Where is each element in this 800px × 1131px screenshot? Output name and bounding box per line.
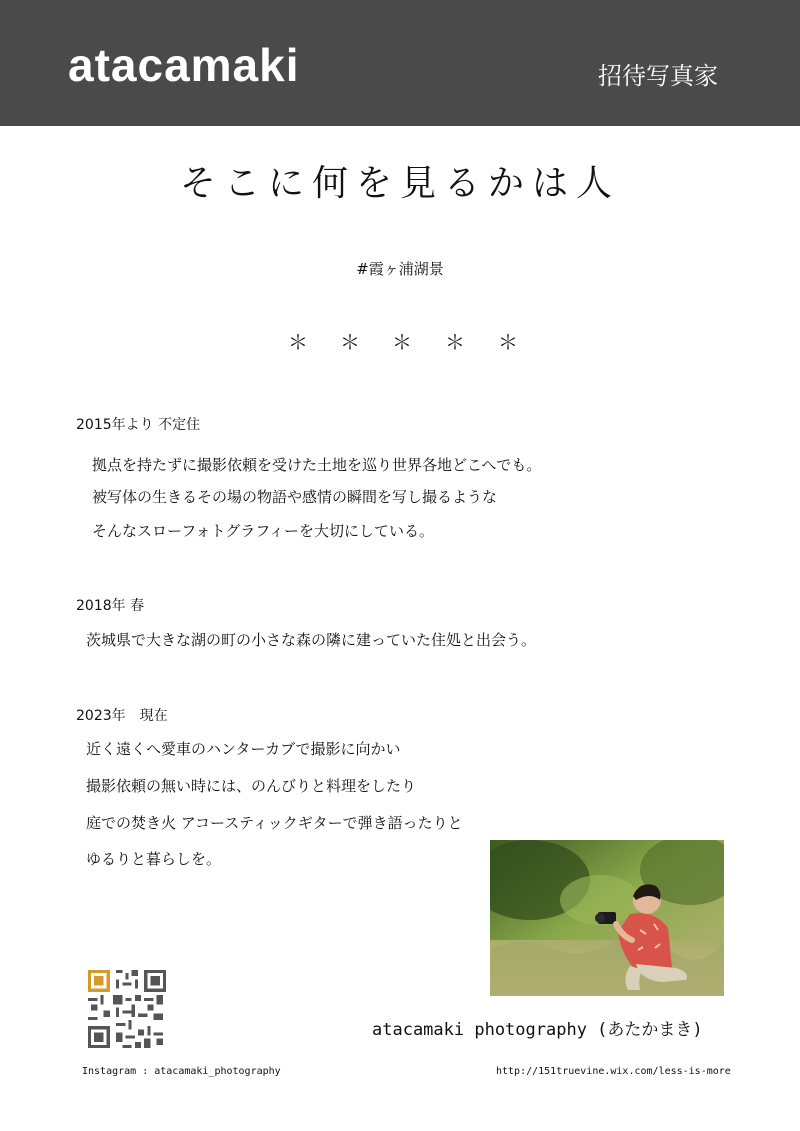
section-year: 2023年 現在 — [76, 708, 168, 724]
separator-star: ＊ — [392, 330, 412, 354]
section-year: 2015年より 不定住 — [76, 417, 201, 433]
section-line: 拠点を持たずに撮影依頼を受けた土地を巡り世界各地どこへでも。 — [92, 456, 542, 474]
separator-star: ＊ — [498, 330, 518, 354]
header-bar — [0, 0, 800, 126]
section-line: ゆるりと暮らしを。 — [86, 850, 222, 868]
signature: atacamaki photography (あたかまき) — [372, 1020, 703, 1040]
section-line: 近く遠くへ愛車のハンターカブで撮影に向かい — [86, 740, 401, 758]
separator-star: ＊ — [445, 330, 465, 354]
section-line: 撮影依頼の無い時には、のんびりと料理をしたり — [86, 777, 417, 795]
photographer-photo — [490, 840, 724, 996]
section-line: そんなスローフォトグラフィーを大切にしている。 — [92, 522, 435, 540]
section-2015 — [76, 418, 596, 548]
brand-name: atacamaki — [68, 39, 300, 91]
headline: そこに何を見るかは人 — [179, 163, 620, 204]
section-2018 — [76, 599, 596, 659]
separator — [0, 332, 800, 352]
section-line: 茨城県で大きな湖の町の小さな森の隣に建っていた住処と出会う。 — [86, 631, 537, 649]
separator-star: ＊ — [340, 330, 360, 354]
section-line: 庭での焚き火 アコースティックギターで弾き語ったりと — [86, 814, 463, 832]
section-year: 2018年 春 — [76, 598, 145, 614]
instagram-handle[interactable]: Instagram : atacamaki_photography — [82, 1066, 281, 1077]
qr-code — [88, 970, 166, 1048]
section-line: 被写体の生きるその場の物語や感情の瞬間を写し撮るような — [92, 488, 498, 506]
role-badge: 招待写真家 — [598, 62, 718, 90]
separator-star: ＊ — [288, 330, 308, 354]
section-2023 — [76, 709, 496, 879]
website-url[interactable]: http://151truevine.wix.com/less-is-more — [496, 1066, 731, 1077]
hashtag: #霞ヶ浦湖景 — [356, 260, 444, 278]
